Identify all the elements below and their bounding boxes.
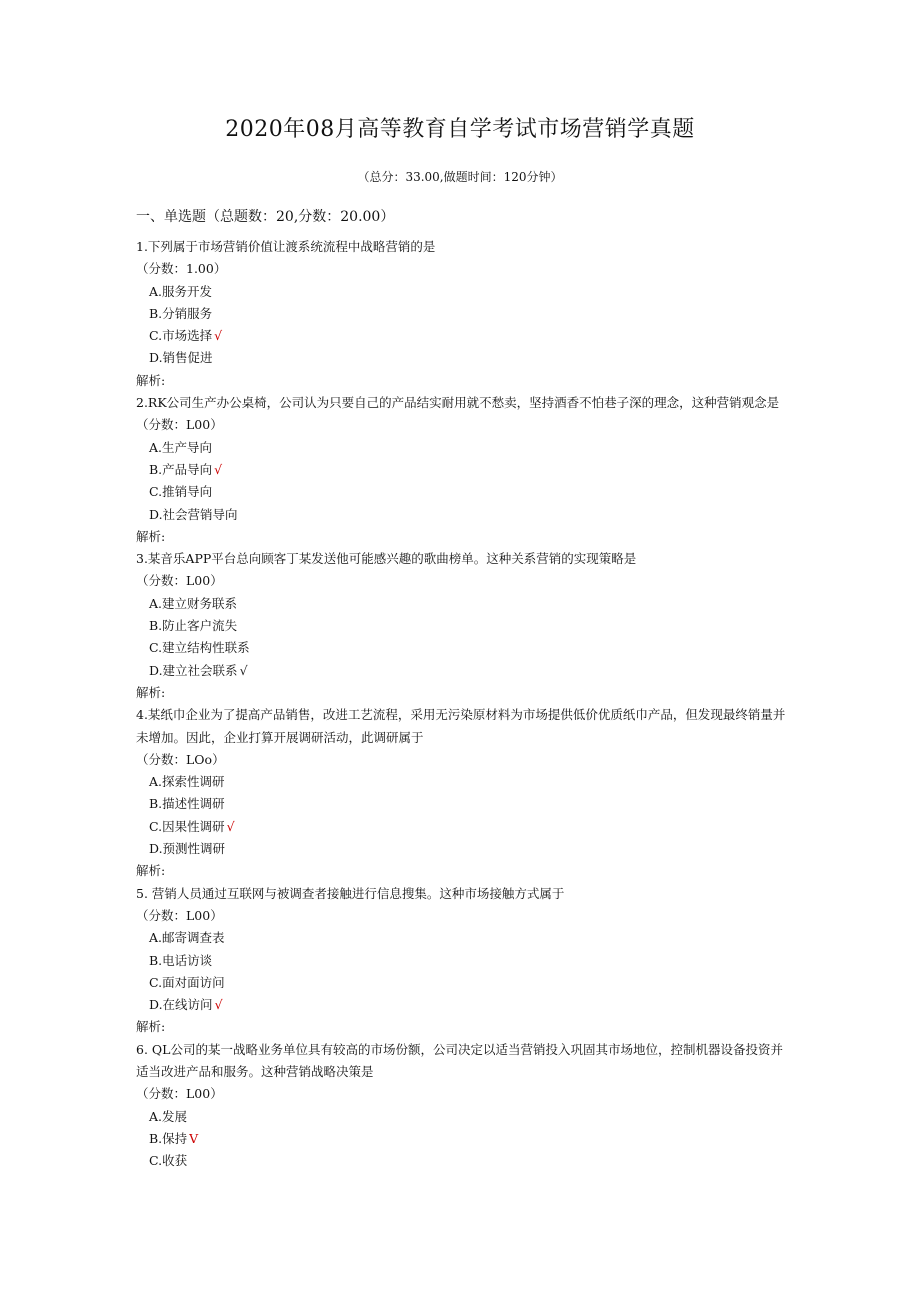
option-a: A.探索性调研 bbox=[149, 774, 225, 790]
question-stem: 3.某音乐APP平台总向顾客丁某发送他可能感兴趣的歌曲榜单。这种关系营销的实现策略是 bbox=[136, 551, 637, 567]
question-list bbox=[136, 236, 786, 1172]
option-d: D.预测性调研 bbox=[149, 841, 226, 857]
page-title: 2020年08月高等教育自学考试市场营销学真题 bbox=[225, 117, 695, 142]
option-c: C.建立结构性联系 bbox=[149, 640, 250, 656]
question-score: （分数：LOo） bbox=[136, 751, 225, 767]
option-b: B.防止客户流失 bbox=[149, 618, 238, 634]
correct-check-icon: V bbox=[189, 1130, 199, 1146]
question-score: （分数：L00） bbox=[136, 1086, 223, 1102]
option-b: B.保持 V bbox=[149, 1130, 199, 1146]
analysis-label: 解析: bbox=[136, 1019, 166, 1035]
option-d: D.在线访问 √ bbox=[149, 997, 223, 1013]
question-score: （分数：L00） bbox=[136, 573, 223, 589]
correct-check-icon: √ bbox=[214, 461, 223, 477]
option-a: A.建立财务联系 bbox=[149, 595, 238, 611]
option-d: D.建立社会联系 √ bbox=[149, 662, 248, 678]
correct-check-icon: √ bbox=[239, 662, 248, 678]
option-c: C.面对面访问 bbox=[149, 974, 225, 990]
option-a: A.生产导向 bbox=[149, 439, 213, 455]
question-score: （分数：L00） bbox=[136, 417, 223, 433]
option-c: C.市场选择 √ bbox=[149, 328, 223, 344]
option-d: D.销售促进 bbox=[149, 350, 213, 366]
question-stem: 1.下列属于市场营销价值让渡系统流程中战略营销的是 bbox=[136, 239, 436, 254]
analysis-label: 解析: bbox=[136, 372, 166, 388]
question-stem: 5. 营销人员通过互联网与被调查者接触进行信息搜集。这种市场接触方式属于 bbox=[136, 885, 565, 901]
correct-check-icon: √ bbox=[214, 328, 223, 344]
option-b: B.电话访谈 bbox=[149, 952, 213, 968]
exam-meta: （总分：33.00,做题时间：120分钟） bbox=[357, 170, 563, 184]
option-b: B.分销服务 bbox=[149, 305, 213, 321]
option-a: A.服务开发 bbox=[149, 283, 213, 299]
question-stem: 6. QL公司的某一战略业务单位具有较高的市场份额，公司决定以适当营销投入巩固其市场地位，控制机器设备投资并适当改进产品和服务。这种营销战略决策是 bbox=[136, 1041, 783, 1079]
analysis-label: 解析: bbox=[136, 863, 166, 879]
option-c: C.因果性调研 √ bbox=[149, 818, 235, 834]
option-b: B.产品导向 √ bbox=[149, 461, 223, 477]
option-d: D.社会营销导向 bbox=[149, 506, 238, 522]
section-heading: 一、单选题（总题数：20,分数：20.00） bbox=[136, 209, 395, 225]
option-a: A.邮寄调查表 bbox=[149, 930, 225, 946]
question-stem: 4.某纸巾企业为了提高产品销售，改进工艺流程，采用无污染原材料为市场提供低价优质纸巾产品，但发现最终销量并未增加。因此，企业打算开展调研活动，此调研属于 bbox=[136, 707, 786, 745]
option-c: C.推销导向 bbox=[149, 484, 213, 500]
question-score: （分数：L00） bbox=[136, 907, 223, 923]
analysis-label: 解析: bbox=[136, 528, 166, 544]
question-stem: 2.RK公司生产办公桌椅，公司认为只要自己的产品结实耐用就不愁卖，坚持酒香不怕巷子深的理念，这种营销观念是 bbox=[136, 395, 780, 411]
option-c: C.收获 bbox=[149, 1153, 188, 1169]
option-a: A.发展 bbox=[149, 1108, 188, 1124]
option-b: B.描述性调研 bbox=[149, 796, 225, 812]
correct-check-icon: √ bbox=[214, 997, 223, 1013]
analysis-label: 解析: bbox=[136, 684, 166, 700]
question-score: （分数：1.00） bbox=[136, 261, 227, 277]
correct-check-icon: √ bbox=[226, 818, 235, 834]
